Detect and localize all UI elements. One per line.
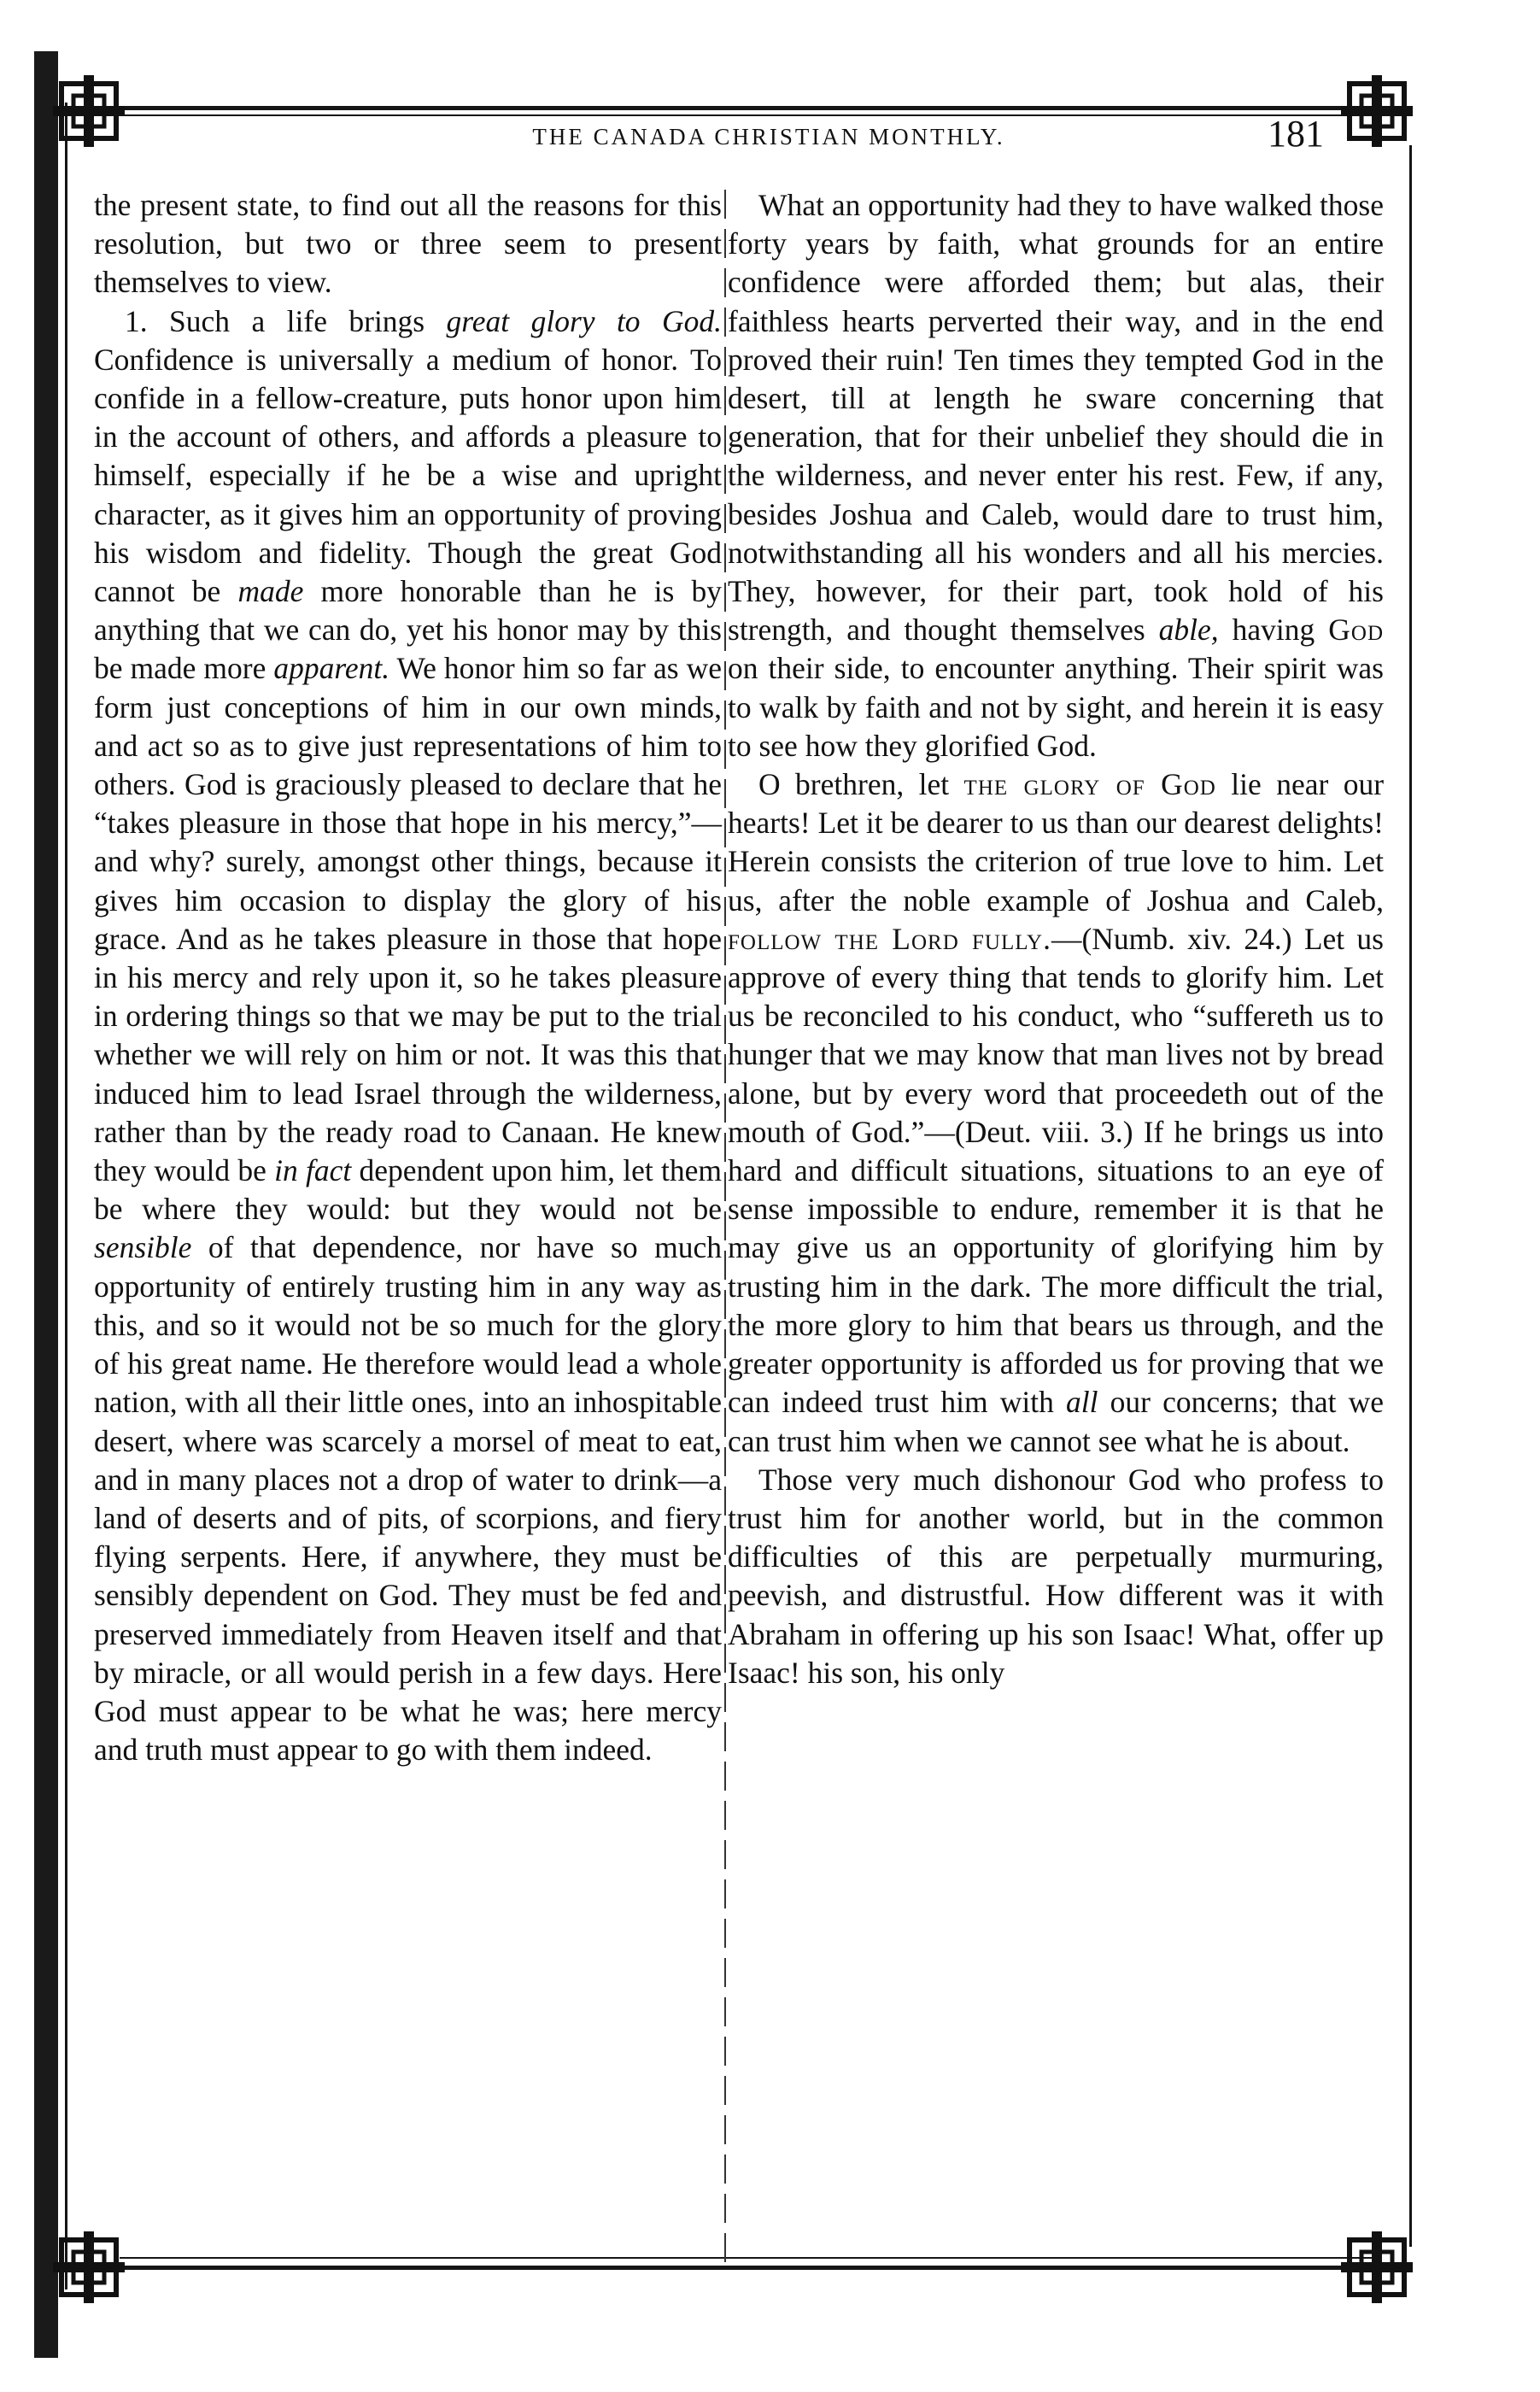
left-binding-edge: [34, 51, 58, 2358]
small-caps-text: follow the Lord fully.: [728, 921, 1051, 956]
text-run: having: [1218, 613, 1329, 648]
right-column: [728, 186, 1384, 1692]
text-run: the present state, to find out all the reasons for this resolution, but two or three seem to present themselves to view.: [94, 188, 722, 300]
paragraph: [728, 765, 1384, 1461]
italic-text: apparent.: [273, 651, 390, 686]
corner-ornament-icon: [1341, 75, 1413, 147]
page-number: 181: [1268, 113, 1324, 155]
text-run: Those very much dishonour God who profess to trust him for another world, but in the common difficulties of this are perpetually murmuring, peevish, and distrustful. How different was it with Abraham in offering up his son Isaac! What, offer up Isaac! his son, his only: [728, 1462, 1384, 1690]
paragraph: [94, 302, 722, 1770]
left-column: [94, 186, 722, 1769]
italic-text: made: [237, 574, 304, 609]
small-caps-text: God: [1328, 613, 1384, 648]
right-frame-rule: [1409, 145, 1412, 2247]
running-title: THE CANADA CHRISTIAN MONTHLY.: [532, 124, 1005, 150]
paragraph: [94, 186, 722, 302]
text-run: on their side, to encounter anything. Their spirit was to walk by faith and not by sight, and herein it is easy to see how they glorified God.: [728, 651, 1384, 763]
bottom-rule-thin: [120, 2257, 1375, 2259]
text-run: lie near our hearts! Let it be dearer to us than our dearest delights! Herein consists the criterion of true love to him. Let us, after the noble example of Joshua and Caleb,: [728, 767, 1385, 918]
text-run: dependent upon him, let them be where they would: but they would not be: [94, 1153, 722, 1227]
text-run: —(Numb. xiv. 24.) Let us approve of every thing that tends to glorify him. Let us be reconciled to his conduct, who “suffereth us to hunger that we may know that man lives not by bread alone, but by every word that proceedeth out of the mouth of God.”—(Deut. viii. 3.) If he brings us into hard and difficult situations, situations to an eye of sense impossible to endure, remember it is that he may give us an opportunity of glorifying him by trusting him in the dark. The more difficult the trial, the more glory to him that bears us through, and the greater opportunity is afforded us for proving that we can indeed trust him with: [728, 921, 1384, 1420]
italic-text: able,: [1158, 613, 1219, 648]
text-run: What an opportunity had they to have walked those forty years by faith, what grounds for an entire confidence were afforded them; but alas, their faithless hearts perverted their way, and in the end proved their ruin! Ten times they tempted God in the desert, till at length he sware concerning that generation, that for their unbelief they should die in the wilderness, and never enter his rest. Few, if any, besides Joshua and Caleb, would dare to trust him, notwithstanding all his wonders and all his mercies. They, however, for their part, took hold of his strength, and thought themselves: [728, 188, 1384, 648]
small-caps-text: the glory of God: [963, 767, 1216, 802]
italic-text: sensible: [94, 1230, 192, 1265]
text-run: more honorable than he is by anything that we can do, yet his honor may by this be made more: [94, 574, 722, 686]
paragraph: [728, 1461, 1384, 1692]
text-run: We honor him so far as we form just conceptions of him in our own minds, and act so as to give just representations of him to others. God is graciously pleased to declare that he “takes pleasure in those that hope in his mercy,”—and why? surely, amongst other things, because it gives him occasion to display the glory of his grace. And as he takes pleasure in those that hope in his mercy and rely upon it, so he takes pleasure in ordering things so that we may be put to the trial whether we will rely on him or not. It was this that induced him to lead Israel through the wilderness, rather than by the ready road to Canaan. He knew they would be: [94, 651, 722, 1188]
corner-ornament-icon: [53, 75, 125, 147]
top-rule: [120, 106, 1375, 110]
text-run: of that dependence, nor have so much opportunity of entirely trusting him in any way as this, and so it would not be so much for the glory of his great name. He therefore would lead a whole nation, with all their little ones, into an inhospitable desert, where was scarcely a morsel of meat to eat, and in many places not a drop of water to drink—a land of deserts and of pits, of scorpions, and fiery flying serpents. Here, if anywhere, they must be sensibly dependent on God. They must be fed and preserved immediately from Heaven itself and that by miracle, or all would perish in a few days. Here God must appear to be what he was; here mercy and truth must appear to go with them indeed.: [94, 1230, 722, 1768]
top-rule-thin: [120, 114, 1375, 116]
italic-text: great glory to God.: [446, 303, 722, 338]
column-divider: [724, 190, 726, 2266]
paragraph: [728, 186, 1384, 765]
italic-text: all: [1066, 1385, 1098, 1420]
text-run: O brethren, let: [758, 767, 964, 802]
text-run: our concerns; that we can trust him when we cannot see what he is about.: [728, 1385, 1385, 1458]
left-frame-rule: [65, 103, 67, 2289]
bottom-rule: [120, 2266, 1375, 2270]
corner-ornament-icon: [1341, 2231, 1413, 2303]
text-run: 1. Such a life brings: [125, 303, 447, 338]
corner-ornament-icon: [53, 2231, 125, 2303]
text-run: Confidence is universally a medium of honor. To confide in a fellow-creature, puts honor upon him in the account of others, and affords a pleasure to himself, especially if he be a wise and upright character, as it gives him an opportunity of proving his wisdom and fidelity. Though the great God cannot be: [94, 342, 722, 609]
italic-text: in fact: [274, 1153, 352, 1188]
